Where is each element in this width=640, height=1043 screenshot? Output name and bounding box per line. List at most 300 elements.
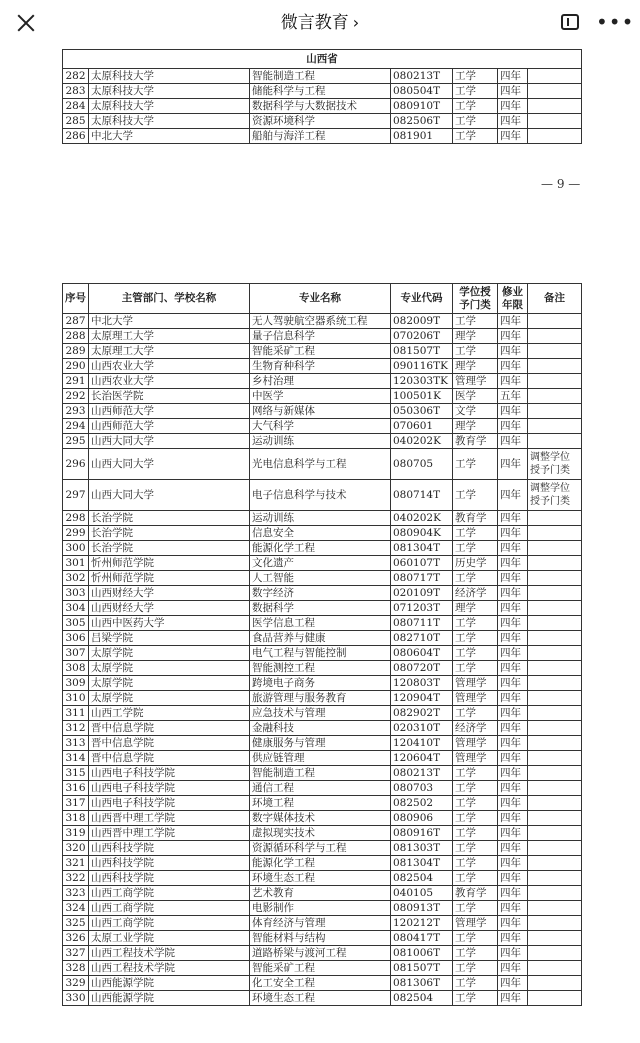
cell-index: 315 (63, 766, 89, 781)
cell-duration: 四年 (498, 781, 528, 796)
table-row (63, 434, 582, 449)
cell-index: 312 (63, 721, 89, 736)
cell-degree: 工学 (453, 616, 498, 631)
cell-degree: 工学 (453, 571, 498, 586)
cell-note (528, 886, 582, 901)
cell-major: 储能科学与工程 (250, 84, 391, 99)
cell-degree: 教育学 (453, 886, 498, 901)
cell-degree: 工学 (453, 766, 498, 781)
cell-index: 326 (63, 931, 89, 946)
cell-degree: 工学 (453, 541, 498, 556)
cell-note: 调整学位授予门类 (528, 449, 582, 480)
cell-code: 082710T (391, 631, 453, 646)
cell-note (528, 736, 582, 751)
table-row (63, 511, 582, 526)
cell-major: 运动训练 (250, 511, 391, 526)
table-row (63, 601, 582, 616)
cell-school: 太原学院 (89, 661, 250, 676)
cell-degree: 理学 (453, 359, 498, 374)
cell-code: 080213T (391, 766, 453, 781)
cell-degree: 工学 (453, 661, 498, 676)
cell-note (528, 374, 582, 389)
cell-note (528, 706, 582, 721)
cell-major: 体育经济与管理 (250, 916, 391, 931)
cell-degree: 管理学 (453, 916, 498, 931)
cell-code: 070206T (391, 329, 453, 344)
cell-major: 供应链管理 (250, 751, 391, 766)
cell-index: 294 (63, 419, 89, 434)
cell-school: 太原工业学院 (89, 931, 250, 946)
cell-note (528, 434, 582, 449)
cell-code: 081303T (391, 841, 453, 856)
cell-school: 山西工商学院 (89, 901, 250, 916)
table-row (63, 916, 582, 931)
cell-school: 忻州师范学院 (89, 556, 250, 571)
cell-major: 生物育种科学 (250, 359, 391, 374)
cell-degree: 教育学 (453, 511, 498, 526)
cell-duration: 五年 (498, 389, 528, 404)
cell-major: 资源循环科学与工程 (250, 841, 391, 856)
cell-note (528, 601, 582, 616)
table-row (63, 886, 582, 901)
table-row (63, 526, 582, 541)
header-code: 专业代码 (391, 284, 453, 314)
cell-duration: 四年 (498, 841, 528, 856)
cell-duration: 四年 (498, 541, 528, 556)
cell-degree: 工学 (453, 991, 498, 1006)
cell-note (528, 389, 582, 404)
cell-degree: 工学 (453, 646, 498, 661)
cell-major: 数据科学 (250, 601, 391, 616)
table-row (63, 616, 582, 631)
cell-code: 040202K (391, 511, 453, 526)
cell-index: 284 (63, 99, 89, 114)
top-bar (0, 0, 640, 46)
cell-duration: 四年 (498, 616, 528, 631)
cell-duration: 四年 (498, 916, 528, 931)
cell-index: 290 (63, 359, 89, 374)
cell-code: 080916T (391, 826, 453, 841)
cell-major: 船舶与海洋工程 (250, 129, 391, 144)
cell-degree: 工学 (453, 129, 498, 144)
cell-school: 太原科技大学 (89, 84, 250, 99)
close-icon[interactable] (14, 11, 38, 35)
cell-school: 山西师范大学 (89, 404, 250, 419)
cell-duration: 四年 (498, 129, 528, 144)
cell-note (528, 314, 582, 329)
cell-degree: 工学 (453, 796, 498, 811)
cell-major: 数据科学与大数据技术 (250, 99, 391, 114)
cell-major: 艺术教育 (250, 886, 391, 901)
table-row (63, 314, 582, 329)
table-row (63, 736, 582, 751)
table-row (63, 646, 582, 661)
cell-duration: 四年 (498, 886, 528, 901)
cell-note (528, 84, 582, 99)
cell-index: 304 (63, 601, 89, 616)
cell-major: 医学信息工程 (250, 616, 391, 631)
cell-note (528, 129, 582, 144)
cell-duration: 四年 (498, 480, 528, 511)
cell-note (528, 991, 582, 1006)
cell-code: 081304T (391, 541, 453, 556)
cell-index: 288 (63, 329, 89, 344)
table-row (63, 586, 582, 601)
cell-index: 314 (63, 751, 89, 766)
cell-code: 120303TK (391, 374, 453, 389)
cell-major: 文化遗产 (250, 556, 391, 571)
cell-index: 289 (63, 344, 89, 359)
table-row (63, 991, 582, 1006)
cell-major: 跨境电子商务 (250, 676, 391, 691)
cell-school: 太原科技大学 (89, 69, 250, 84)
cell-index: 317 (63, 796, 89, 811)
chevron-right-icon: › (352, 13, 360, 32)
cell-note (528, 751, 582, 766)
cell-duration: 四年 (498, 571, 528, 586)
cell-degree: 管理学 (453, 736, 498, 751)
cell-degree: 工学 (453, 526, 498, 541)
cell-duration: 四年 (498, 526, 528, 541)
cell-duration: 四年 (498, 601, 528, 616)
cell-code: 080417T (391, 931, 453, 946)
cell-school: 山西农业大学 (89, 359, 250, 374)
cell-school: 山西师范大学 (89, 419, 250, 434)
header-duration: 修业年限 (498, 284, 528, 314)
cell-note (528, 526, 582, 541)
cell-degree: 工学 (453, 480, 498, 511)
cell-index: 293 (63, 404, 89, 419)
cell-code: 080910T (391, 99, 453, 114)
title-wrap (0, 0, 640, 46)
cell-code: 080213T (391, 69, 453, 84)
cell-duration: 四年 (498, 404, 528, 419)
cell-school: 山西工程技术学院 (89, 946, 250, 961)
cell-school: 山西科技学院 (89, 841, 250, 856)
cell-school: 长治医学院 (89, 389, 250, 404)
cell-index: 285 (63, 114, 89, 129)
cell-code: 080714T (391, 480, 453, 511)
cell-duration: 四年 (498, 449, 528, 480)
cell-code: 082504 (391, 871, 453, 886)
cell-index: 283 (63, 84, 89, 99)
table-header-row (63, 284, 582, 314)
cell-note (528, 511, 582, 526)
cell-duration: 四年 (498, 961, 528, 976)
cell-index: 297 (63, 480, 89, 511)
cell-degree: 医学 (453, 389, 498, 404)
table-row (63, 114, 582, 129)
cell-code: 071203T (391, 601, 453, 616)
cell-school: 山西电子科技学院 (89, 766, 250, 781)
cell-duration: 四年 (498, 69, 528, 84)
cell-code: 082506T (391, 114, 453, 129)
table-row (63, 359, 582, 374)
cell-index: 298 (63, 511, 89, 526)
cell-degree: 工学 (453, 856, 498, 871)
cell-note (528, 646, 582, 661)
cell-school: 山西中医药大学 (89, 616, 250, 631)
cell-school: 山西大同大学 (89, 449, 250, 480)
cell-note (528, 661, 582, 676)
cell-index: 308 (63, 661, 89, 676)
province-header: 山西省 (63, 50, 582, 69)
cell-code: 081006T (391, 946, 453, 961)
cell-school: 山西农业大学 (89, 374, 250, 389)
cell-note (528, 404, 582, 419)
cell-major: 大气科学 (250, 419, 391, 434)
cell-code: 080906 (391, 811, 453, 826)
cell-code: 080711T (391, 616, 453, 631)
cell-duration: 四年 (498, 419, 528, 434)
cell-major: 电影制作 (250, 901, 391, 916)
cell-code: 060107T (391, 556, 453, 571)
table-row (63, 344, 582, 359)
cell-school: 山西财经大学 (89, 601, 250, 616)
cell-index: 303 (63, 586, 89, 601)
cell-duration: 四年 (498, 359, 528, 374)
cell-degree: 工学 (453, 84, 498, 99)
cell-duration: 四年 (498, 329, 528, 344)
cell-duration: 四年 (498, 344, 528, 359)
cell-code: 080913T (391, 901, 453, 916)
table-row (63, 661, 582, 676)
cell-major: 旅游管理与服务教育 (250, 691, 391, 706)
more-icon[interactable]: ••• (596, 10, 635, 34)
cell-major: 环境生态工程 (250, 871, 391, 886)
cell-duration: 四年 (498, 871, 528, 886)
cell-index: 292 (63, 389, 89, 404)
cell-note (528, 616, 582, 631)
cell-major: 资源环境科学 (250, 114, 391, 129)
majors-table-part1 (62, 49, 582, 144)
account-title[interactable] (281, 13, 359, 33)
cell-index: 318 (63, 811, 89, 826)
cell-code: 080703 (391, 781, 453, 796)
cell-duration: 四年 (498, 826, 528, 841)
cell-index: 287 (63, 314, 89, 329)
cell-school: 太原理工大学 (89, 344, 250, 359)
cell-school: 太原科技大学 (89, 114, 250, 129)
cell-note (528, 946, 582, 961)
cell-major: 通信工程 (250, 781, 391, 796)
account-title-text: 微言教育 (280, 13, 349, 33)
cell-school: 中北大学 (89, 129, 250, 144)
cell-school: 晋中信息学院 (89, 736, 250, 751)
cell-index: 320 (63, 841, 89, 856)
cell-school: 山西工商学院 (89, 916, 250, 931)
header-index: 序号 (63, 284, 89, 314)
cell-note: 调整学位授予门类 (528, 480, 582, 511)
cell-note (528, 796, 582, 811)
header-note: 备注 (528, 284, 582, 314)
cell-duration: 四年 (498, 646, 528, 661)
cell-school: 长治学院 (89, 511, 250, 526)
cell-index: 291 (63, 374, 89, 389)
cell-degree: 工学 (453, 871, 498, 886)
cell-major: 人工智能 (250, 571, 391, 586)
cell-code: 082504 (391, 991, 453, 1006)
table-row (63, 826, 582, 841)
cell-degree: 工学 (453, 344, 498, 359)
table-row (63, 766, 582, 781)
cell-index: 316 (63, 781, 89, 796)
cell-code: 020109T (391, 586, 453, 601)
cell-degree: 工学 (453, 314, 498, 329)
cell-major: 食品营养与健康 (250, 631, 391, 646)
table-row (63, 571, 582, 586)
cell-code: 080720T (391, 661, 453, 676)
cell-code: 081507T (391, 344, 453, 359)
cell-major: 智能采矿工程 (250, 961, 391, 976)
cell-index: 296 (63, 449, 89, 480)
cell-degree: 工学 (453, 69, 498, 84)
cell-degree: 工学 (453, 961, 498, 976)
cell-degree: 理学 (453, 329, 498, 344)
table-row (63, 99, 582, 114)
cell-major: 乡村治理 (250, 374, 391, 389)
cell-major: 智能制造工程 (250, 766, 391, 781)
cell-code: 090116TK (391, 359, 453, 374)
cell-note (528, 856, 582, 871)
cell-degree: 管理学 (453, 691, 498, 706)
cell-school: 山西财经大学 (89, 586, 250, 601)
cell-major: 智能制造工程 (250, 69, 391, 84)
cell-duration: 四年 (498, 114, 528, 129)
cell-major: 光电信息科学与工程 (250, 449, 391, 480)
table-row (63, 871, 582, 886)
table-row (63, 419, 582, 434)
cell-duration: 四年 (498, 691, 528, 706)
cell-school: 山西工商学院 (89, 886, 250, 901)
cell-major: 中医学 (250, 389, 391, 404)
cell-index: 301 (63, 556, 89, 571)
cell-note (528, 631, 582, 646)
cell-code: 070601 (391, 419, 453, 434)
cell-note (528, 871, 582, 886)
table-row (63, 541, 582, 556)
table-row (63, 84, 582, 99)
table-row (63, 751, 582, 766)
cell-note (528, 359, 582, 374)
cell-degree: 管理学 (453, 751, 498, 766)
cell-index: 286 (63, 129, 89, 144)
cell-duration: 四年 (498, 991, 528, 1006)
cell-code: 120604T (391, 751, 453, 766)
table-row (63, 69, 582, 84)
cell-school: 太原学院 (89, 646, 250, 661)
cell-duration: 四年 (498, 796, 528, 811)
table-row (63, 841, 582, 856)
cell-school: 太原理工大学 (89, 329, 250, 344)
cell-duration: 四年 (498, 676, 528, 691)
header-degree: 学位授予门类 (453, 284, 498, 314)
cell-school: 山西能源学院 (89, 976, 250, 991)
table-row (63, 721, 582, 736)
cell-duration: 四年 (498, 99, 528, 114)
cell-degree: 工学 (453, 811, 498, 826)
cell-degree: 理学 (453, 419, 498, 434)
cell-index: 329 (63, 976, 89, 991)
table-row (63, 676, 582, 691)
cell-index: 307 (63, 646, 89, 661)
cell-duration: 四年 (498, 946, 528, 961)
header-school: 主管部门、学校名称 (89, 284, 250, 314)
cell-note (528, 976, 582, 991)
cell-school: 山西科技学院 (89, 856, 250, 871)
cell-degree: 经济学 (453, 586, 498, 601)
cell-index: 309 (63, 676, 89, 691)
cell-duration: 四年 (498, 931, 528, 946)
cell-major: 网络与新媒体 (250, 404, 391, 419)
table-row (63, 946, 582, 961)
table-row (63, 389, 582, 404)
table-row (63, 329, 582, 344)
cell-duration: 四年 (498, 751, 528, 766)
cell-index: 300 (63, 541, 89, 556)
cell-index: 330 (63, 991, 89, 1006)
cell-degree: 管理学 (453, 374, 498, 389)
cell-note (528, 329, 582, 344)
cell-duration: 四年 (498, 736, 528, 751)
cell-duration: 四年 (498, 511, 528, 526)
reader-view-icon[interactable] (561, 14, 579, 30)
table-row (63, 706, 582, 721)
cell-major: 环境生态工程 (250, 991, 391, 1006)
cell-code: 081306T (391, 976, 453, 991)
cell-duration: 四年 (498, 766, 528, 781)
table-row (63, 449, 582, 480)
cell-degree: 工学 (453, 901, 498, 916)
cell-major: 虚拟现实技术 (250, 826, 391, 841)
cell-index: 302 (63, 571, 89, 586)
cell-school: 中北大学 (89, 314, 250, 329)
cell-school: 山西能源学院 (89, 991, 250, 1006)
cell-index: 282 (63, 69, 89, 84)
cell-school: 山西科技学院 (89, 871, 250, 886)
cell-code: 100501K (391, 389, 453, 404)
cell-degree: 工学 (453, 946, 498, 961)
cell-major: 量子信息科学 (250, 329, 391, 344)
cell-note (528, 586, 582, 601)
cell-index: 321 (63, 856, 89, 871)
cell-note (528, 114, 582, 129)
table-row (63, 901, 582, 916)
cell-duration: 四年 (498, 976, 528, 991)
cell-note (528, 961, 582, 976)
cell-index: 311 (63, 706, 89, 721)
cell-degree: 工学 (453, 99, 498, 114)
cell-note (528, 901, 582, 916)
cell-duration: 四年 (498, 586, 528, 601)
cell-code: 040105 (391, 886, 453, 901)
table-row (63, 796, 582, 811)
cell-school: 长治学院 (89, 526, 250, 541)
cell-index: 323 (63, 886, 89, 901)
cell-note (528, 826, 582, 841)
cell-code: 040202K (391, 434, 453, 449)
cell-index: 324 (63, 901, 89, 916)
cell-note (528, 541, 582, 556)
cell-duration: 四年 (498, 314, 528, 329)
cell-degree: 工学 (453, 976, 498, 991)
cell-note (528, 811, 582, 826)
cell-code: 080504T (391, 84, 453, 99)
cell-school: 长治学院 (89, 541, 250, 556)
cell-major: 数字媒体技术 (250, 811, 391, 826)
cell-major: 环境工程 (250, 796, 391, 811)
cell-duration: 四年 (498, 901, 528, 916)
